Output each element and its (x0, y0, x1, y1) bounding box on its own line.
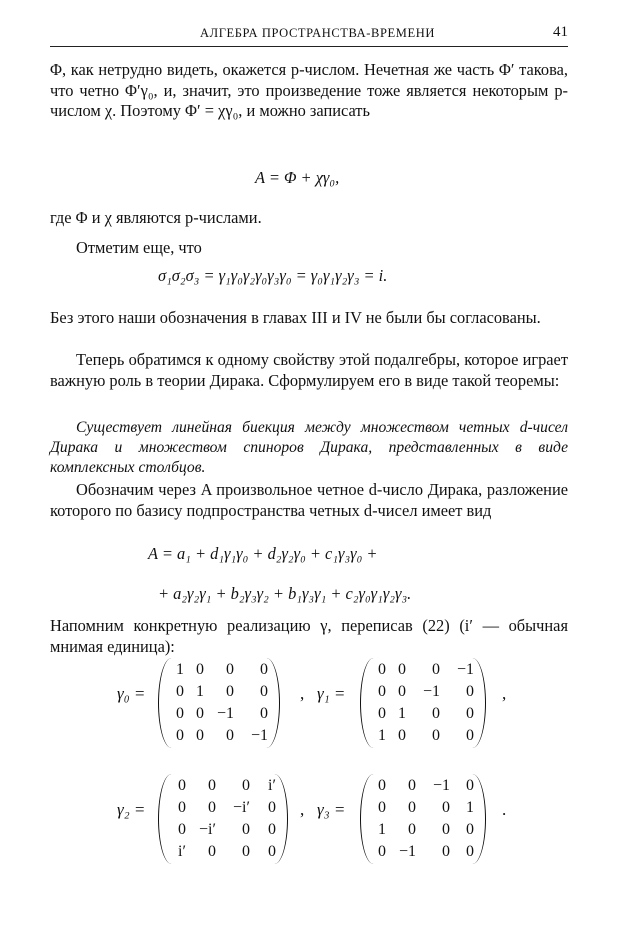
gamma0-cell: 0 (226, 727, 234, 744)
running-title: АЛГЕБРА ПРОСТРАНСТВА-ВРЕМЕНИ (200, 26, 435, 40)
gamma0-label: γ₀ = (117, 684, 146, 703)
gamma3-cell: 0 (408, 799, 416, 816)
gamma1-cell: −1 (456, 661, 474, 678)
gamma3-cell: 0 (466, 843, 474, 860)
gamma0-cell: 0 (196, 661, 204, 678)
gamma0-comma: , (300, 684, 305, 703)
gamma2-cell: 0 (268, 821, 276, 838)
gamma2-cell: 0 (242, 843, 250, 860)
formula-expansion-line-2: + a₂γ₂γ₁ + b₂γ₃γ₂ + b₁γ₃γ₁ + c₂γ₀γ₁γ₂γ₃. (158, 584, 412, 603)
gamma1-label: γ₁ = (317, 684, 346, 703)
gamma2-label: γ₂ = (117, 800, 146, 819)
paragraph-4: Без этого наши обозначения в главах III и IV не были бы согласованы. (50, 308, 541, 327)
gamma3-cell: 1 (466, 799, 474, 816)
gamma2-cell: 0 (178, 799, 186, 816)
gamma3-cell: 0 (408, 777, 416, 794)
gamma0-cell: −1 (216, 705, 234, 722)
paragraph-5: Теперь обратимся к одному свойству этой подалгебры, которое играет важную роль в теории Дирака. Сформулируем его в виде такой теоремы: (50, 350, 568, 390)
formula-expansion-line-1: A = a₁ + d₁γ₁γ₀ + d₂γ₂γ₀ + c₁γ₃γ₀ + (148, 544, 378, 563)
gamma0-cell: 0 (260, 705, 268, 722)
gamma1-cell: 0 (466, 705, 474, 722)
gamma1-cell: 0 (466, 683, 474, 700)
gamma1-cell: 0 (378, 683, 386, 700)
paragraph-7: Напомним конкретную реализацию γ, переписав (22) (i′ — обычная мнимая единица): (50, 616, 568, 656)
gamma3-cell: 0 (466, 777, 474, 794)
gamma1-cell: 0 (432, 705, 440, 722)
gamma2-cell: 0 (208, 777, 216, 794)
gamma3-cell: 0 (378, 799, 386, 816)
gamma0-cell: 0 (176, 705, 184, 722)
gamma2-comma: , (300, 800, 305, 819)
gamma0-cell: 0 (260, 683, 268, 700)
paragraph-6: Обозначим через A произвольное четное d-число Дирака, разложение которого по базису подпространства четных d-чисел имеет вид (50, 480, 568, 520)
gamma3-cell: 0 (408, 821, 416, 838)
gamma1-cell: 0 (398, 727, 406, 744)
gamma1-cell: 0 (432, 661, 440, 678)
gamma3-cell: 1 (378, 821, 386, 838)
gamma1-cell: 1 (398, 705, 406, 722)
formula-a-equals: A = Φ + χγ₀, (255, 168, 340, 187)
gamma2-cell: 0 (268, 843, 276, 860)
gamma3-cell: −1 (398, 843, 416, 860)
gamma2-cell: −i′ (199, 821, 216, 838)
gamma0-cell: 1 (176, 661, 184, 678)
gamma1-cell: −1 (422, 683, 440, 700)
formula-sigma-product: σ₁σ₂σ₃ = γ₁γ₀γ₂γ₀γ₃γ₀ = γ₀γ₁γ₂γ₃ = i. (158, 266, 388, 285)
gamma2-cell: i′ (268, 777, 276, 794)
gamma3-matrix (360, 774, 486, 864)
gamma2-cell: 0 (268, 799, 276, 816)
gamma3-cell: −1 (432, 777, 450, 794)
theorem-statement: Существует линейная биекция между множеством четных d-чисел Дирака и множеством спиноров Дирака, представленных в виде комплексных столбцов. (50, 419, 568, 476)
gamma2-cell: 0 (208, 799, 216, 816)
gamma2-cell: 0 (178, 821, 186, 838)
gamma3-cell: 0 (466, 821, 474, 838)
gamma2-cell: 0 (242, 777, 250, 794)
gamma0-cell: 0 (196, 727, 204, 744)
gamma2-cell: −i′ (233, 799, 250, 816)
gamma3-cell: 0 (378, 777, 386, 794)
gamma3-cell: 0 (442, 799, 450, 816)
gamma1-cell: 0 (466, 727, 474, 744)
gamma1-cell: 1 (378, 727, 386, 744)
gamma0-cell: 1 (196, 683, 204, 700)
gamma0-cell: 0 (226, 661, 234, 678)
gamma1-cell: 0 (432, 727, 440, 744)
paragraph-1: Φ, как нетрудно видеть, окажется p-числом. Нечетная же часть Φ′ такова, что четно Φ′γ₀, и, значит, это произведение тоже является некоторым p-числом χ. Поэтому Φ′ = χγ₀, и можно записать (50, 60, 568, 120)
gamma2-cell: 0 (208, 843, 216, 860)
gamma2-matrix (158, 774, 288, 864)
gamma1-cell: 0 (398, 661, 406, 678)
gamma0-cell: 0 (176, 683, 184, 700)
gamma2-cell: 0 (242, 821, 250, 838)
gamma0-cell: 0 (176, 727, 184, 744)
page-number: 41 (553, 24, 568, 40)
gamma3-cell: 0 (442, 821, 450, 838)
gamma3-cell: 0 (442, 843, 450, 860)
gamma1-cell: 0 (378, 705, 386, 722)
paragraph-2: где Φ и χ являются p-числами. (50, 208, 262, 227)
gamma0-matrix (158, 658, 280, 748)
paragraph-3: Отметим еще, что (76, 238, 202, 257)
gamma2-cell: 0 (178, 777, 186, 794)
gamma1-cell: 0 (398, 683, 406, 700)
gamma0-cell: 0 (260, 661, 268, 678)
gamma1-matrix (360, 658, 486, 748)
gamma1-comma: , (502, 684, 507, 703)
running-header (50, 20, 568, 47)
gamma0-cell: 0 (196, 705, 204, 722)
gamma3-cell: 0 (378, 843, 386, 860)
gamma3-period: . (502, 800, 507, 819)
gamma3-label: γ₃ = (317, 800, 346, 819)
gamma0-cell: 0 (226, 683, 234, 700)
gamma1-cell: 0 (378, 661, 386, 678)
gamma0-cell: −1 (250, 727, 268, 744)
gamma2-cell: i′ (178, 843, 186, 860)
